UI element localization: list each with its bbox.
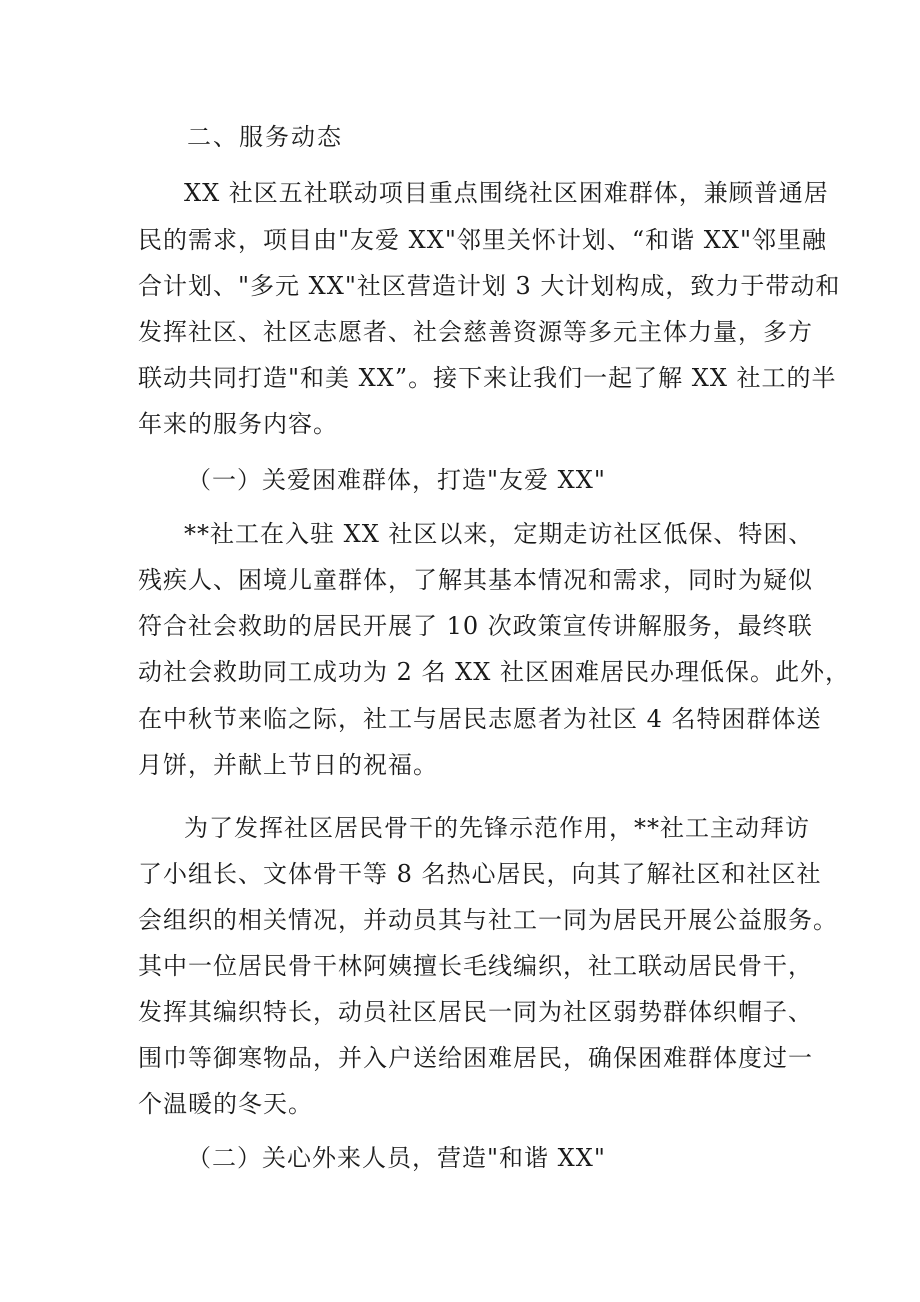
intro-line: 联动共同打造"和美 XX”。接下来让我们一起了解 XX 社工的半 [138, 364, 837, 392]
paragraph-line: **社工在入驻 XX 社区以来，定期走访社区低保、特困、 [184, 520, 814, 548]
subheading-1: （一）关爱困难群体，打造"友爱 XX" [187, 466, 606, 494]
paragraph-line: 会组织的相关情况，并动员其与社工一同为居民开展公益服务。 [138, 906, 838, 934]
paragraph-line: 符合社会救助的居民开展了 10 次政策宣传讲解服务，最终联 [138, 612, 813, 640]
paragraph-line: 月饼，并献上节日的祝福。 [138, 751, 438, 779]
paragraph-line: 残疾人、困境儿童群体，了解其基本情况和需求，同时为疑似 [138, 566, 813, 594]
section-title: 二、服务动态 [187, 123, 343, 151]
paragraph-line: 围巾等御寒物品，并入户送给困难居民，确保困难群体度过一 [138, 1044, 813, 1072]
paragraph-line: 个温暖的冬天。 [138, 1090, 313, 1118]
paragraph-line: 在中秋节来临之际，社工与居民志愿者为社区 4 名特困群体送 [138, 705, 822, 733]
intro-line: 合计划、"多元 XX"社区营造计划 3 大计划构成，致力于带动和 [138, 272, 841, 300]
subheading-2: （二）关心外来人员，营造"和谐 XX" [187, 1144, 606, 1172]
paragraph-line: 为了发挥社区居民骨干的先锋示范作用，**社工主动拜访 [184, 814, 810, 842]
paragraph-line: 动社会救助同工成功为 2 名 XX 社区困难居民办理低保。此外， [138, 658, 850, 686]
intro-line: XX 社区五社联动项目重点围绕社区困难群体，兼顾普通居 [184, 179, 829, 207]
intro-line: 年来的服务内容。 [138, 410, 338, 438]
paragraph-line: 发挥其编织特长，动员社区居民一同为社区弱势群体织帽子、 [138, 998, 813, 1026]
paragraph-line: 其中一位居民骨干林阿姨擅长毛线编织，社工联动居民骨干， [138, 952, 813, 980]
intro-line: 发挥社区、社区志愿者、社会慈善资源等多元主体力量，多方 [138, 318, 813, 346]
paragraph-line: 了小组长、文体骨干等 8 名热心居民，向其了解社区和社区社 [138, 860, 822, 888]
intro-line: 民的需求，项目由"友爱 XX"邻里关怀计划、“和谐 XX"邻里融 [138, 226, 827, 254]
